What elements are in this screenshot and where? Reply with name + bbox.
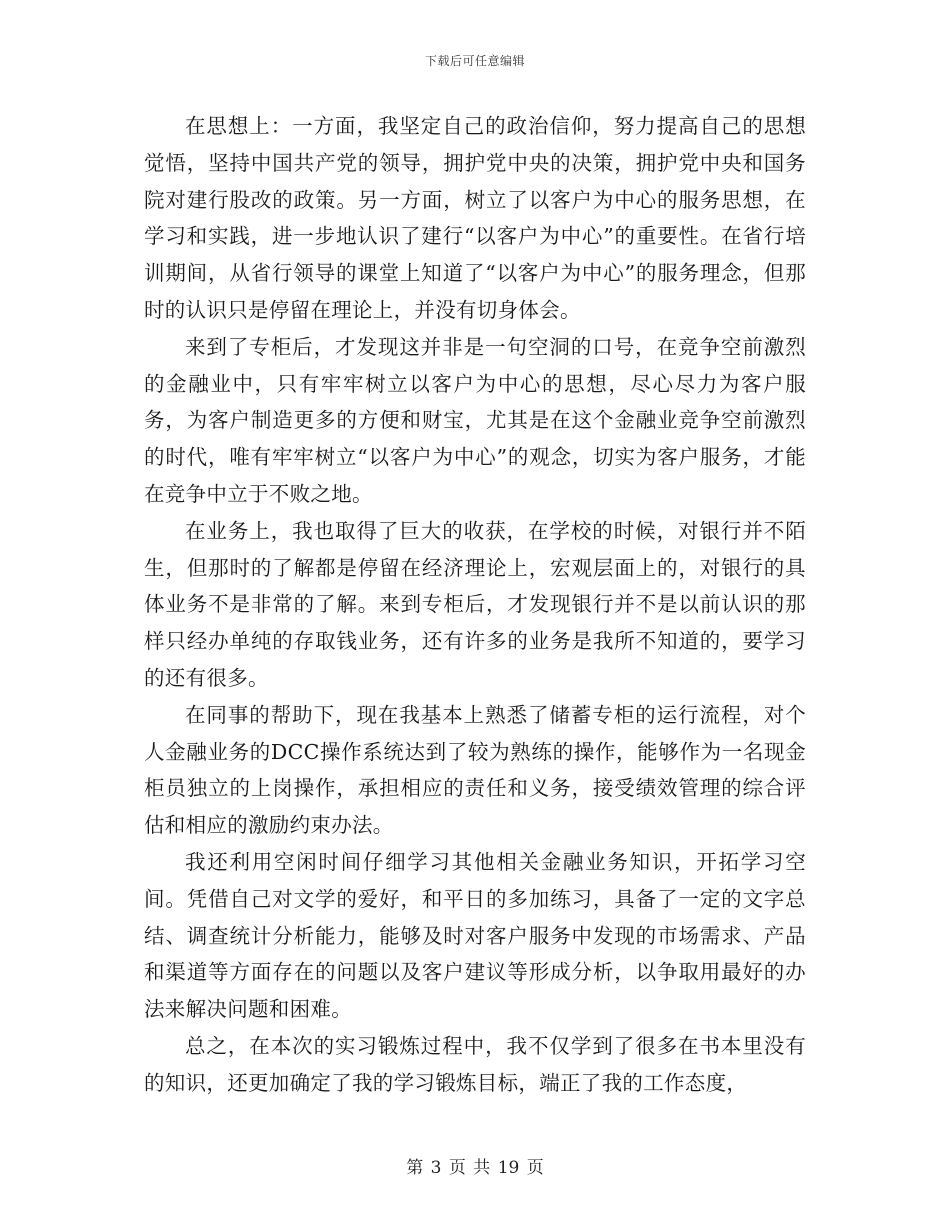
paragraph-study: 我还利用空闲时间仔细学习其他相关金融业务知识，开拓学习空间。凭借自己对文学的爱好，和平日的多加练习，具备了一定的文字总结、调查统计分析能力，能够及时对客户服务中发现的市场需求、产品和渠道等方面存在的问题以及客户建议等形成分析，以争取用最好的办法来解决问题和困难。 xyxy=(144,849,806,1022)
paragraph-counter: 来到了专柜后，才发现这并非是一句空洞的口号，在竞争空前激烈的金融业中，只有牢牢树立以客户为中心的思想，尽心尽力为客户服务，为客户制造更多的方便和财宝，尤其是在这个金融业竞争空前激烈的时代，唯有牢牢树立“以客户为中心”的观念，切实为客户服务，才能在竞争中立于不败之地。 xyxy=(144,334,806,506)
document-body xyxy=(144,108,806,1102)
paragraph-summary: 总之，在本次的实习锻炼过程中，我不仅学到了很多在书本里没有的知识，还更加确定了我的学习锻炼目标，端正了我的工作态度， xyxy=(144,1033,806,1095)
page-number: 第 3 页 共 19 页 xyxy=(406,1158,544,1178)
paragraph-thought: 在思想上：一方面，我坚定自己的政治信仰，努力提高自己的思想觉悟，坚持中国共产党的领导，拥护党中央的决策，拥护党中央和国务院对建行股改的政策。另一方面，树立了以客户为中心的服务思想，在学习和实践，进一步地认识了建行“以客户为中心”的重要性。在省行培训期间，从省行领导的课堂上知道了“以客户为中心”的服务理念，但那时的认识只是停留在理论上，并没有切身体会。 xyxy=(144,114,806,322)
page-header: 下载后可任意编辑 xyxy=(424,54,525,68)
paragraph-colleagues: 在同事的帮助下，现在我基本上熟悉了储蓄专柜的运行流程，对个人金融业务的DCC操作系统达到了较为熟练的操作，能够作为一名现金柜员独立的上岗操作，承担相应的责任和义务，接受绩效管理的综合评估和相应的激励约束办法。 xyxy=(144,702,806,838)
paragraph-business: 在业务上，我也取得了巨大的收获，在学校的时候，对银行并不陌生，但那时的了解都是停留在经济理论上，宏观层面上的，对银行的具体业务不是非常的了解。来到专柜后，才发现银行并不是以前认识的那样只经办单纯的存取钱业务，还有许多的业务是我所不知道的，要学习的还有很多。 xyxy=(144,518,806,690)
